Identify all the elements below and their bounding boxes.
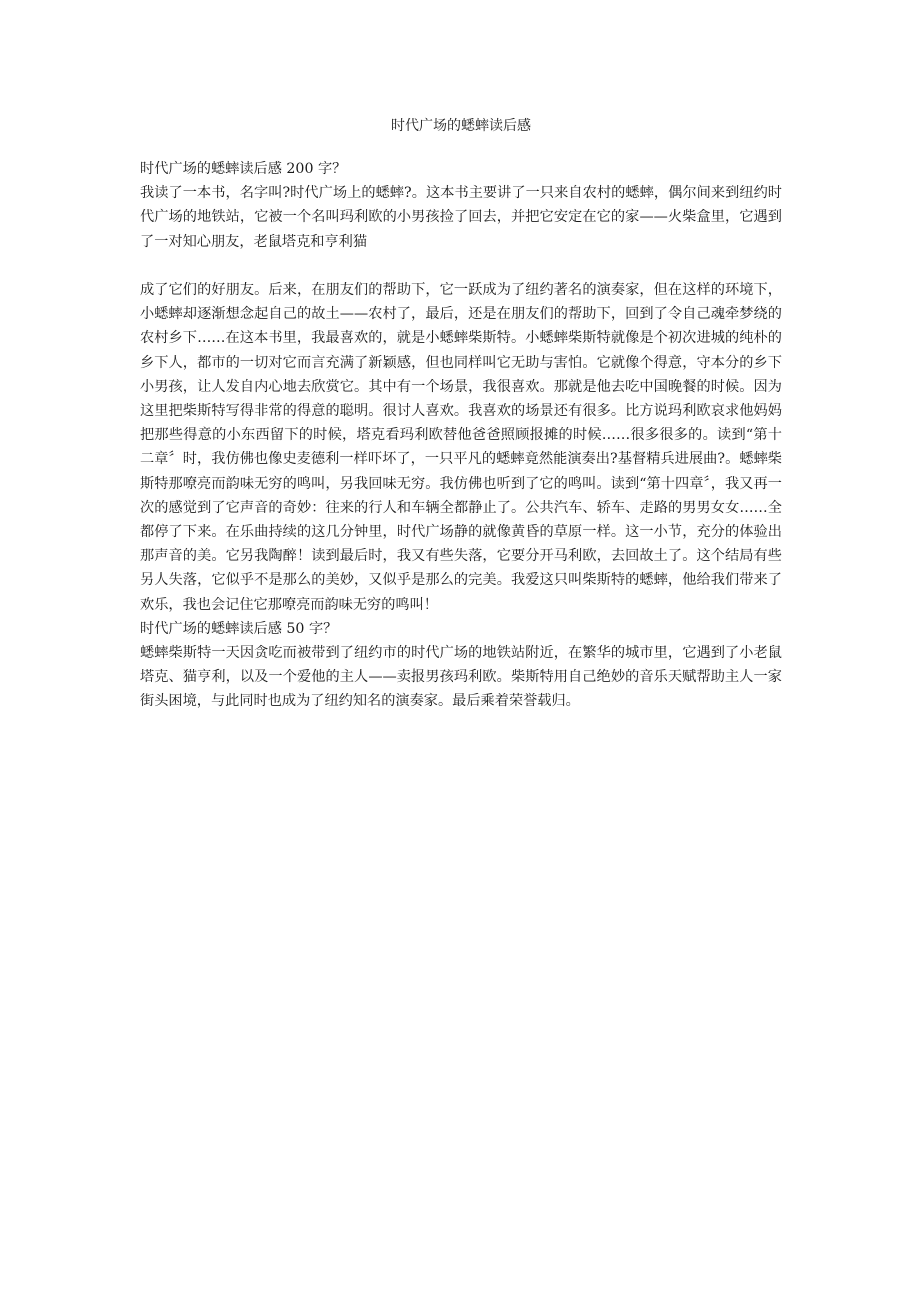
paragraph-50-words: 蟋蟀柴斯特一天因贪吃而被带到了纽约市的时代广场的地铁站附近，在繁华的城市里，它遇到了小老鼠塔克、猫亨利，以及一个爱他的主人——卖报男孩玛利欧。柴斯特用自己绝妙的音乐天赋帮助主人一家街头困境，与此同时也成为了纽约知名的演奏家。最后乘着荣誉载归。 xyxy=(140,645,782,710)
paragraph-main: 成了它们的好朋友。后来，在朋友们的帮助下，它一跃成为了纽约著名的演奏家，但在这样的环境下，小蟋蟀却逐渐想念起自己的故土——农村了，最后，还是在朋友们的帮助下，回到了令自己魂牵梦绕的农村乡下……在这本书里，我最喜欢的，就是小蟋蟀柴斯特。小蟋蟀柴斯特就像是个初次进城的纯朴的乡下人，都市的一切对它而言充满了新颖感，但也同样叫它无助与害怕。它就像个得意，守本分的乡下小男孩，让人发自内心地去欣赏它。其中有一个场景，我很喜欢。那就是他去吃中国晚餐的时候。因为这里把柴斯特写得非常的得意的聪明。很讨人喜欢。我喜欢的场景还有很多。比方说玛利欧哀求他妈妈把那些得意的小东西留下的时候，塔克看玛利欧替他爸爸照顾报摊的时候……很多很多的。读到“第十二章〞时，我仿佛也像史麦德利一样吓坏了，一只平凡的蟋蟀竟然能演奏出?基督精兵进展曲?。蟋蟀柴斯特那嘹亮而韵味无穷的鸣叫，另我回味无穷。我仿佛也听到了它的鸣叫。读到“第十四章〞，我又再一次的感觉到了它声音的奇妙：往来的行人和车辆全都静止了。公共汽车、轿车、走路的男男女女……全都停了下来。在乐曲持续的这几分钟里，时代广场静的就像黄昏的草原一样。这一小节，充分的体验出那声音的美。它另我陶醉！读到最后时，我又有些失落，它要分开马利欧，去回故土了。这个结局有些另人失落，它似乎不是那么的美妙，又似乎是那么的完美。我爱这只叫柴斯特的蟋蟀，他给我们带来了欢乐，我也会记住它那嘹亮而韵味无穷的鸣叫！ xyxy=(140,282,782,613)
document-title: 时代广场的蟋蟀读后感 xyxy=(391,118,531,134)
paragraph-gap xyxy=(140,254,782,278)
document-body xyxy=(140,157,782,714)
paragraph-intro: 我读了一本书，名字叫?时代广场上的蟋蟀?。这本书主要讲了一只来自农村的蟋蟀，偶尔间来到纽约时代广场的地铁站，它被一个名叫玛利欧的小男孩捡了回去，并把它安定在它的家——火柴盒里，它遇到了一对知心朋友，老鼠塔克和亨利猫 xyxy=(140,185,782,250)
heading-50-words: 时代广场的蟋蟀读后感 50 字？ xyxy=(140,620,338,637)
heading-200-words: 时代广场的蟋蟀读后感 200 字？ xyxy=(140,161,347,177)
